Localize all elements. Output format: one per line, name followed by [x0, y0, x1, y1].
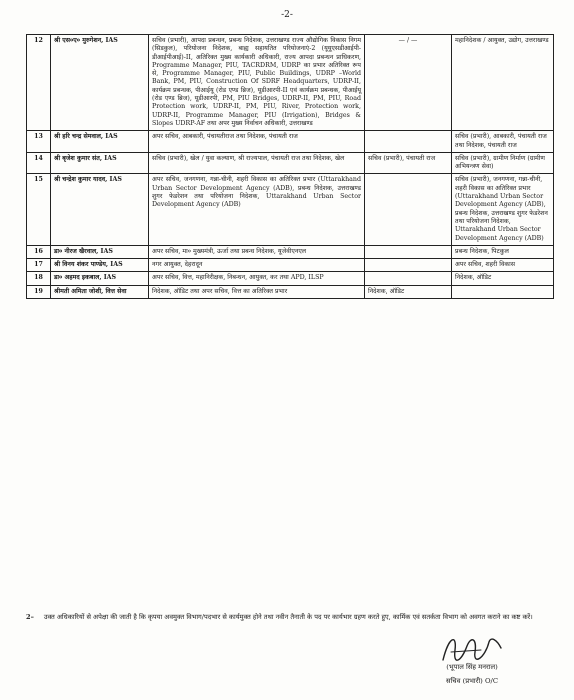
signatory-designation: सचिव (प्रभारी) O/C [445, 677, 499, 685]
officer-name: श्री बृजेश कुमार संत, IAS [51, 152, 149, 174]
current-posting: नगर आयुक्त, देहरादून [149, 259, 365, 272]
new-posting [365, 174, 452, 245]
officer-name: श्री विनय शंकर पाण्डेय, IAS [51, 259, 149, 272]
table-row [27, 245, 554, 258]
new-posting [365, 259, 452, 272]
current-posting: अपर सचिव, आबकारी, पंचायतीराज तथा निदेशक, पंचायती राज [149, 131, 365, 153]
officer-name: श्री हरि चन्द्र सेमवाल, IAS [51, 131, 149, 153]
officer-name: श्री एस०ए० मुरुगेशन, IAS [51, 35, 149, 131]
table-row [27, 35, 554, 131]
additional-charge: महानिदेशक / आयुक्त, उद्योग, उत्तराखण्ड [452, 35, 554, 131]
paragraph-text: उक्त अधिकारियों से अपेक्षा की जाती है कि कृपया अवमुक्त विभाग/पदभार से कार्यमुक्त होने तथा नवीन तैनाती के पद पर कार्यभार ग्रहण करते हुए, कार्मिक एवं सतर्कता विभाग को अवगत कराने का कष्ट करें। [43, 613, 533, 621]
new-posting [365, 272, 452, 285]
serial-number: 13 [27, 131, 51, 153]
additional-charge: सचिव (प्रभारी), जनगणना, गन्ना-चीनी, शहरी विकास का अतिरिक्त प्रभार (Uttarakhand Urban Sector Development Agency (ADB), प्रबन्ध निदेशक, उत्तराखण्ड शुगर फेडरेशन तथा परियोजना निदेशक, Uttarakhand Urban Sector Development Agency (ADB) [452, 174, 554, 245]
table-row [27, 272, 554, 285]
additional-charge: अपर सचिव, शहरी विकास [452, 259, 554, 272]
transfer-table [26, 34, 554, 299]
instruction-paragraph [26, 612, 553, 623]
paragraph-number: 2– [26, 613, 34, 621]
additional-charge [452, 285, 554, 298]
current-posting: अपर सचिव, जनगणना, गन्ना-चीनी, शहरी विकास का अतिरिक्त प्रभार (Uttarakhand Urban Sector Development Agency (ADB), प्रबन्ध निदेशक, उत्तराखण्ड शुगर फेडरेशन तथा परियोजना निदेशक, Uttarakhand Urban Sector Development Agency (ADB) [149, 174, 365, 245]
table-row [27, 152, 554, 174]
serial-number: 16 [27, 245, 51, 258]
serial-number: 18 [27, 272, 51, 285]
serial-number: 12 [27, 35, 51, 131]
table-row [27, 259, 554, 272]
signature-block [392, 632, 552, 698]
officer-name: श्री चन्द्रेश कुमार यादव, IAS [51, 174, 149, 245]
current-posting: अपर सचिव, वित्त, महानिरीक्षक, निबन्धन, आयुक्त, कर तथा APD, ILSP [149, 272, 365, 285]
new-posting: सचिव (प्रभारी), पंचायती राज [365, 152, 452, 174]
additional-charge: प्रबन्ध निदेशक, पिटकुल [452, 245, 554, 258]
signature-scribble-icon [437, 632, 507, 666]
signatory-name: (भूपाल सिंह मनराल) [446, 663, 498, 671]
page-number: -2- [281, 10, 293, 20]
serial-number: 17 [27, 259, 51, 272]
serial-number: 19 [27, 285, 51, 298]
additional-charge: निदेशक, ऑडिट [452, 272, 554, 285]
additional-charge: सचिव (प्रभारी), ग्रामीण निर्माण (ग्रामीण अभियन्त्रण सेवा) [452, 152, 554, 174]
additional-charge: सचिव (प्रभारी), आबकारी, पंचायती राज तथा निदेशक, पंचायती राज [452, 131, 554, 153]
table-row [27, 174, 554, 245]
new-posting: निदेशक, ऑडिट [365, 285, 452, 298]
current-posting: सचिव (प्रभारी), खेल / युवा कल्याण, श्री राज्यपाल, पंचायती राज तथा निदेशक, खेल [149, 152, 365, 174]
serial-number: 15 [27, 174, 51, 245]
new-posting [365, 245, 452, 258]
current-posting: सचिव (प्रभारी), आपदा प्रबन्धन, प्रबन्ध निदेशक, उत्तराखण्ड राज्य औद्योगिक विकास निगम (सिडकुल), परियोजना निदेशक, बाह्य सहायतित परियोजनाएं-2 (यूयूएसडीआईपी-डीआईपीआई)-II, अतिरिक्त मुख्य कार्यकारी अधिकारी, राज्य आपदा प्रबन्धन प्राधिकरण, Programme Manager, PIU, TACRDRM, UDRP का प्रभार अतिरिक्त रूप से, Programme Manager, PIU, Public Buildings, UDRP –World Bank, PM, PIU, Construction Of SDRF Headquarters, UDRP-II, कार्यक्रम प्रबन्धक, पीआईयू (रोड एण्ड ब्रिज), यूडीआरपी-II एवं कार्यक्रम प्रबन्धक, पीआईयू (रोड एण्ड ब्रिज), यूडीआरपी, PM, PIU Bridges, UDRP-II, PM, PIU, Road Protection work, UDRP-II, PM, PIU, River, Protection work, UDRP-II, Programme Manager, PIU (Irrigation), Bridges & Slopes UDRP-AF तथा अपर मुख्य निर्वाचन अधिकारी, उत्तराखण्ड [149, 35, 365, 131]
table-row [27, 131, 554, 153]
new-posting [365, 131, 452, 153]
new-posting: — / — [365, 35, 452, 131]
current-posting: अपर सचिव, मा० मुख्यमंत्री, ऊर्जा तथा प्रबन्ध निदेशक, यूजेवीएनएल [149, 245, 365, 258]
table-row [27, 285, 554, 298]
officer-name: डा० नीरज खैरवाल, IAS [51, 245, 149, 258]
current-posting: निदेशक, ऑडिट तथा अपर सचिव, वित्त का अतिरिक्त प्रभार [149, 285, 365, 298]
officer-name: डा० अहमद इकबाल, IAS [51, 272, 149, 285]
officer-name: श्रीमती अमिता जोशी, वित्त सेवा [51, 285, 149, 298]
serial-number: 14 [27, 152, 51, 174]
